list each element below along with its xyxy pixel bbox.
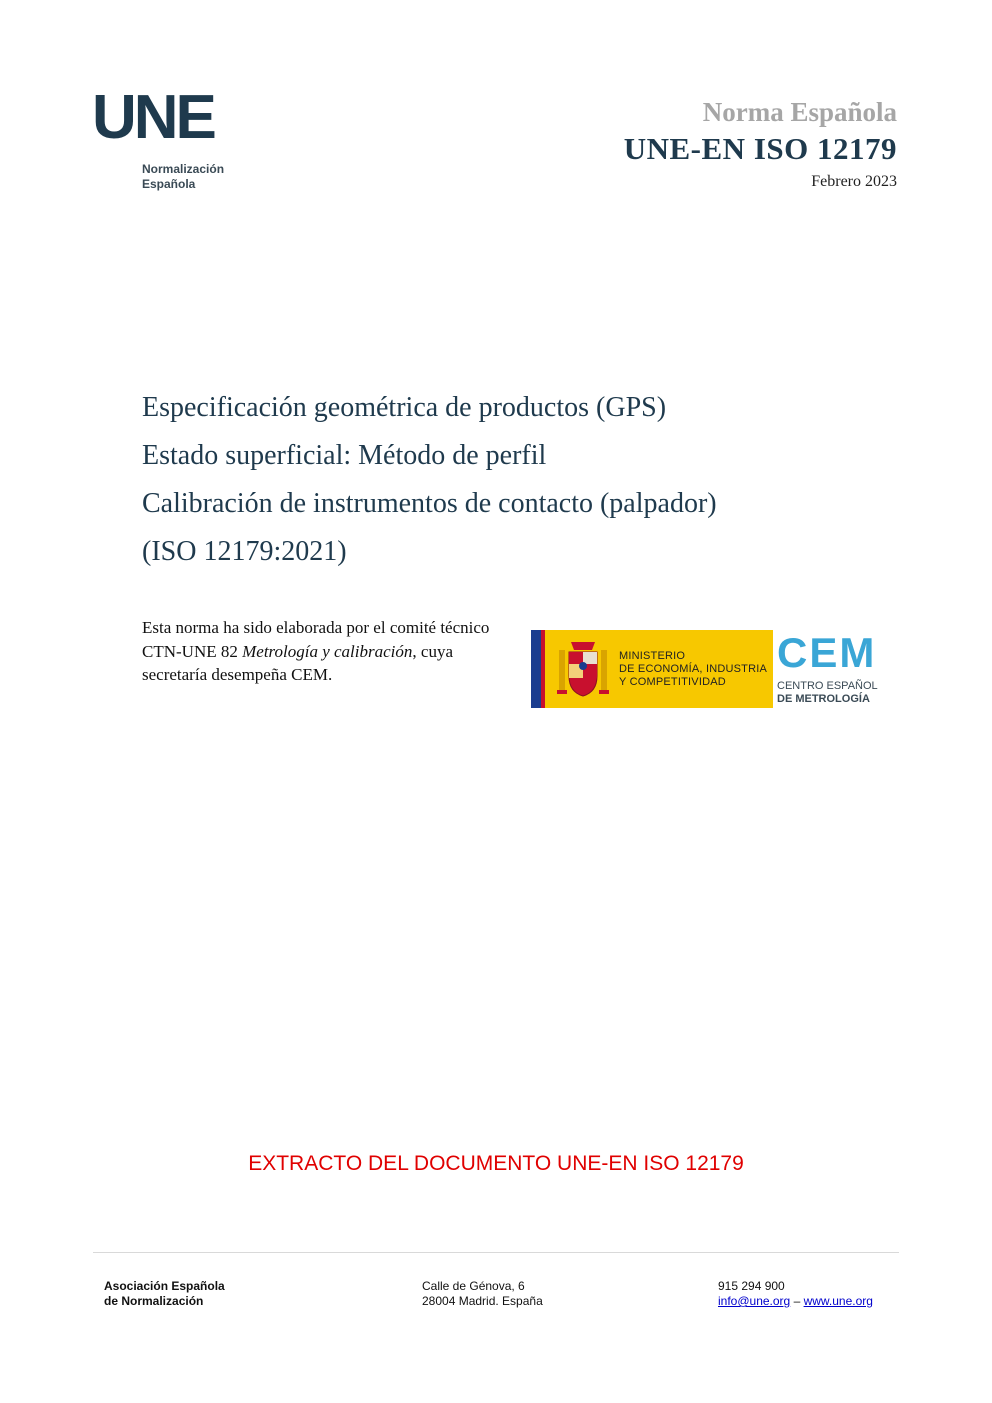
committee-name: Metrología y calibración — [242, 641, 413, 661]
footer-phone: 915 294 900 — [718, 1279, 785, 1293]
title-line: Especificación geométrica de productos (GPS) — [142, 392, 667, 423]
footer-org-line2: de Normalización — [104, 1294, 204, 1308]
ministry-name-line3: Y COMPETITIVIDAD — [619, 676, 726, 688]
email-link[interactable]: info@une.org — [718, 1294, 791, 1308]
document-title — [142, 384, 717, 576]
standard-date: Febrero 2023 — [811, 173, 897, 190]
footer-organization — [104, 1279, 225, 1309]
ministry-name-line1: MINISTERIO — [619, 650, 686, 662]
ministry-flag-stripe-red — [541, 630, 545, 708]
extract-notice: EXTRACTO DEL DOCUMENTO UNE-EN ISO 12179 — [248, 1152, 744, 1175]
une-logo-mark: UNE — [92, 83, 214, 152]
standard-label: Norma Española — [702, 97, 897, 127]
footer-link-separator: – — [790, 1294, 804, 1308]
une-logo-subtitle — [142, 162, 224, 192]
une-logo — [92, 83, 252, 198]
sponsor-logos — [531, 630, 891, 710]
footer-links — [718, 1294, 873, 1309]
ministry-name-line2: DE ECONOMÍA, INDUSTRIA — [619, 663, 768, 675]
ministry-logo — [531, 630, 773, 708]
coat-of-arms-icon — [553, 636, 613, 702]
title-line: Calibración de instrumentos de contacto (palpador) — [142, 488, 717, 519]
une-logo-subtitle-line2: Española — [142, 177, 196, 191]
footer-address-line1: Calle de Génova, 6 — [422, 1279, 525, 1293]
committee-text: Esta norma ha sido elaborada por el comité técnico CTN-UNE 82 — [142, 618, 490, 661]
committee-statement — [142, 616, 502, 687]
standard-header — [624, 95, 897, 191]
standard-code: UNE-EN ISO 12179 — [623, 131, 897, 166]
cem-name-line2: DE METROLOGÍA — [777, 693, 870, 705]
footer-address — [422, 1279, 543, 1309]
title-line: (ISO 12179:2021) — [142, 536, 347, 567]
title-line: Estado superficial: Método de perfil — [142, 440, 547, 471]
footer-org-line1: Asociación Española — [104, 1279, 225, 1293]
ministry-name — [619, 650, 767, 689]
footer-divider — [93, 1252, 899, 1253]
website-link[interactable]: www.une.org — [803, 1294, 873, 1308]
ministry-flag-stripe — [531, 630, 541, 708]
cem-logo-mark: CEM — [777, 629, 877, 676]
cem-name-line1: CENTRO ESPAÑOL — [777, 680, 878, 692]
footer-contact — [718, 1279, 873, 1309]
cem-logo-name — [777, 680, 878, 706]
footer-address-line2: 28004 Madrid. España — [422, 1294, 543, 1308]
committee-text-end: , cuya secretaría desempeña CEM. — [142, 641, 453, 684]
une-logo-subtitle-line1: Normalización — [142, 162, 225, 176]
